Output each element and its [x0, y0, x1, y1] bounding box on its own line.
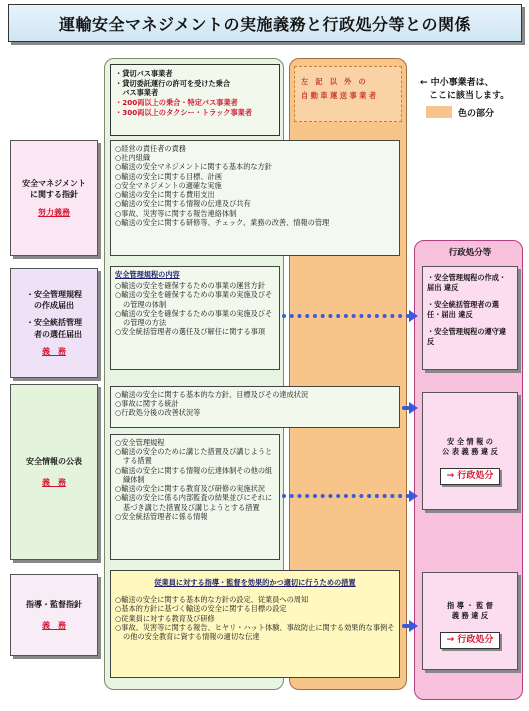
legend-color-swatch: [426, 106, 452, 118]
box-heading: 安全管理規程の内容: [115, 270, 180, 279]
label-safety-info-disclosure: [10, 384, 98, 560]
admin-violation-text: 指 導 ・ 監 督 義 務 違 反: [447, 601, 493, 621]
list-item: ○従業員に対する教育及び研修: [115, 613, 215, 623]
list-item: ○事故、災害等に関する報告連絡体制: [115, 208, 237, 218]
list-item: ○輸送の安全を確保するための事業の実施及びその管理の体制: [115, 290, 273, 309]
arrow-regulation-violation: [282, 314, 410, 318]
other-operators-box: [294, 66, 402, 122]
admin-action-heading: 行政処分等: [422, 245, 518, 261]
target-operator-line: ・貸切委託運行の許可を受けた乗合: [115, 78, 231, 88]
label-text: 安全情報の公表: [26, 456, 82, 466]
list-item: ○輸送の安全を確保するための事業の実施及びその管理の方法: [115, 308, 273, 328]
list-item: ○輸送の安全に関する基本的な方針の設定、従業員への周知: [115, 595, 309, 605]
list-item: ○輸送の安全に係る内部監査の結果並びにそれに基づき講じた措置及び講じようとする措置: [115, 493, 273, 512]
list-item: ○安全統括管理者に係る情報: [115, 511, 208, 521]
admin-note-supervision: [422, 572, 518, 670]
target-operator-line: ・300両以上のタクシー・トラック事業者: [115, 107, 253, 117]
label-text: 安全マネジメント に関する指針: [22, 179, 86, 200]
arrow-head-icon: [409, 490, 418, 502]
list-item: ○輸送の安全に関する研修等、チェック、業務の改善、情報の管理: [115, 217, 330, 227]
duty-label: 努力義務: [38, 207, 70, 217]
label-guidance-supervision: [10, 574, 98, 656]
list-item: ○輸送の安全に関する情報の伝達体制その他の組織体制: [115, 465, 273, 484]
list-item: ○経営の責任者の責務: [115, 144, 186, 153]
admin-violation-item: ・安全管理規程の遵守違反: [427, 326, 507, 347]
admin-violation-text: 安 全 情 報 の 公 表 義 務 違 反: [442, 437, 498, 457]
disclosure-all-operators-box: [110, 386, 400, 428]
legend-note-line-2: ここに該当します。: [420, 90, 510, 101]
label-text: ・安全統括管理 者の選任届出: [26, 318, 82, 339]
list-item: ○輸送の安全に関する費用支出: [115, 190, 215, 200]
label-text: ・安全管理規程 の作成届出: [26, 290, 82, 311]
list-item: ○輸送の安全を確保するための事業の運営方針: [115, 281, 266, 291]
list-item: ○安全統括管理者の選任及び解任に関する事項: [115, 327, 266, 337]
arrow-head-icon: [409, 402, 418, 414]
target-operator-line: ・200両以上の乗合・特定バス事業者: [115, 98, 238, 108]
supervision-content-box: [110, 570, 400, 678]
list-item: ○輸送の安全に関する基本的な方針、目標及びその達成状況: [115, 390, 309, 399]
legend-swatch-label: 色の部分: [458, 109, 495, 119]
box-heading: 従業員に対する指導・監督を効果的かつ適切に行うための措置: [154, 578, 356, 587]
arrow-head-icon: [409, 310, 418, 322]
guideline-content-box: [110, 140, 400, 256]
list-item: ○行政処分後の改善状況等: [115, 408, 201, 418]
administrative-action-button: → 行政処分: [440, 632, 501, 649]
admin-note-regulation: [422, 266, 518, 370]
duty-label: 義 務: [42, 621, 66, 630]
legend-note-line-1: ← 中小事業者は、: [420, 78, 494, 88]
list-item: ○基本的方針に基づく輸送の安全に関する目標の設定: [115, 604, 287, 614]
admin-violation-item: ・安全統括管理者の選任・届出 違反: [427, 299, 499, 320]
duty-label: 義 務: [42, 346, 66, 356]
arrow-disclosure-b: [282, 494, 410, 498]
label-text: 指導・監督指針: [26, 599, 82, 609]
target-operator-line: ・貸切バス事業者: [115, 69, 173, 78]
other-operators-line-2: 自 動 車 運 送 事 業 者: [301, 91, 377, 101]
list-item: ○輸送の安全に関する情報の伝達及び共有: [115, 199, 251, 209]
arrow-head-icon: [409, 620, 418, 632]
admin-violation-item: ・安全管理規程の作成・届出 違反: [427, 273, 507, 293]
disclosure-large-operators-box: [110, 434, 280, 560]
admin-note-disclosure: [422, 392, 518, 510]
regulation-content-box: [110, 266, 280, 370]
list-item: ○安全管理規程: [115, 438, 165, 447]
duty-label: 義 務: [42, 478, 66, 487]
administrative-action-button: → 行政処分: [440, 468, 501, 485]
list-item: ○輸送の安全マネジメントに関する基本的な方針: [115, 162, 272, 172]
label-safety-regulation-filing: [10, 268, 98, 378]
list-item: ○社内組織: [115, 153, 151, 163]
list-item: ○安全マネジメントの適確な実施: [115, 180, 222, 190]
page-title: 運輸安全マネジメントの実施義務と行政処分等との関係: [8, 4, 522, 42]
legend-note: [420, 77, 509, 102]
target-operators-box: [110, 64, 280, 136]
target-operator-line: バス事業者: [115, 88, 159, 98]
list-item: ○事故、災害等に関する報告、ヒヤリ・ハット体験、事故防止に関する効果的な事例その他の安全教育に資する情報の適切な伝達: [115, 622, 395, 642]
list-item: ○輸送の安全に関する目標、計画: [115, 171, 222, 181]
list-item: ○事故に関する統計: [115, 399, 179, 409]
list-item: ○輸送の安全のために講じた措置及び講じようとする措置: [115, 447, 273, 466]
list-item: ○輸送の安全に関する教育及び研修の実施状況: [115, 484, 266, 494]
other-operators-line-1: 左 記 以 外 の: [301, 77, 366, 86]
label-safety-guideline: [10, 140, 98, 256]
